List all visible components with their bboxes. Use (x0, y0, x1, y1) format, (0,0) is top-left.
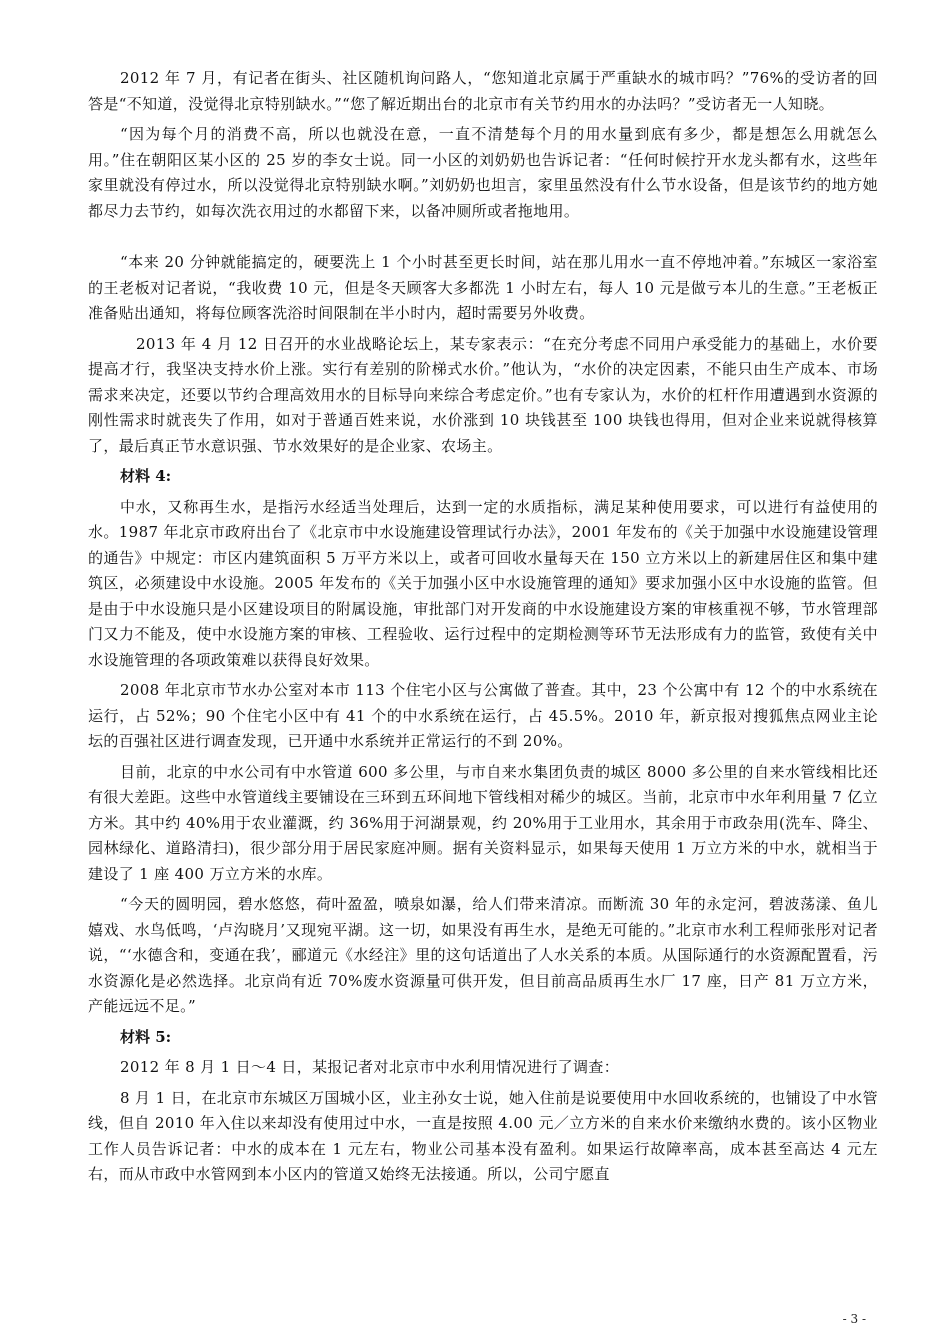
material-4-heading: 材料 4: (120, 467, 172, 485)
paragraph-expert-forum: 2013 年 4 月 12 日召开的水业战略论坛上，某专家表示：“在充分考虑不同用户承受能力的基础上，水价要提高才行，我坚决支持水价上涨。实行有差别的阶梯式水价。”他认为，“水价的决定因素，不能只由生产成本、市场需求来决定，还要以节约合理高效用水的目标导向来综合考虑定价。”也有专家认为，水价的杠杆作用遭遇到水资源的刚性需求时就丧失了作用，如对于普通百姓来说，水价涨到 10 块钱甚至 100 块钱也得用，但对企业来说就得核算了，最后真正节水意识强、节水效果好的是企业家、农场主。 (88, 334, 878, 455)
page-number: - 3 - (842, 1312, 866, 1326)
paragraph-reporter-investigation: 2012 年 8 月 1 日～4 日，某报记者对北京市中水利用情况进行了调查： (120, 1058, 620, 1076)
paragraph-reclaimed-water-policy: 中水，又称再生水，是指污水经适当处理后，达到一定的水质指标，满足某种使用要求，可以进行有益使用的水。1987 年北京市政府出台了《北京市中水设施建设管理试行办法》，2001 年发布的《关于加强中水设施建设管理的通告》中规定：市区内建筑面积 5 万平方米以上，或者可回收水量每天在 150 立方米以上的新建居住区和集中建筑区，必须建设中水设施。2005 年发布的《关于加强小区中水设施管理的通知》要求加强小区中水设施的监管。但是由于中水设施只是小区建设项目的附属设施，审批部门对开发商的中水设施建设方案的审核重视不够，节水管理部门又力不能及，使中水设施方案的审核、工程验收、运行过程中的定期检测等环节无法形成有力的监管，致使有关中水设施管理的各项政策难以获得良好效果。 (88, 497, 878, 669)
paragraph-wanguocheng-case: 8 月 1 日，在北京市东城区万国城小区，业主孙女士说，她入住前是说要使用中水回收系统的，也铺设了中水管线，但自 2010 年入住以来却没有使用过中水，一直是按照 4.00 元／立方米的自来水价来缴纳水费的。该小区物业工作人员告诉记者：中水的成本在 1 元左右，物业公司基本没有盈利。如果运行故障率高，成本甚至高达 4 元左右，而从市政中水管网到本小区内的管道又始终无法接通。所以，公司宁愿直 (88, 1088, 878, 1183)
paragraph-pipeline-usage: 目前，北京的中水公司有中水管道 600 多公里，与市自来水集团负责的城区 8000 多公里的自来水管线相比还有很大差距。这些中水管道线主要铺设在三环到五环间地下管线相对稀少的城区。当前，北京市中水年利用量 7 亿立方米。其中约 40%用于农业灌溉，约 36%用于河湖景观，约 20%用于工业用水，其余用于市政杂用(洗车、降尘、园林绿化、道路清扫)，很少部分用于居民家庭冲厕。据有关资料显示，如果每天使用 1 万立方米的中水，就相当于建设了 1 座 400 万立方米的水库。 (88, 762, 878, 883)
paragraph-engineer-quote: “今天的圆明园，碧水悠悠，荷叶盈盈，喷泉如瀑，给人们带来清凉。而断流 30 年的永定河，碧波荡漾、鱼儿嬉戏、水鸟低鸣，‘卢沟晓月’又现宛平湖。这一切，如果没有再生水，是绝无可能的。”北京市水利工程师张彤对记者说，“‘水德含和，变通在我’，郦道元《水经注》里的这句话道出了人水关系的本质。从国际通行的水资源配置看，污水资源化是必然选择。北京尚有近 70%废水资源量可供开发，但目前高品质再生水厂 17 座，日产 81 万立方米，产能远远不足。” (88, 895, 878, 1015)
document-body (88, 66, 878, 1193)
paragraph-bathhouse: “本来 20 分钟就能搞定的，硬要洗上 1 个小时甚至更长时间，站在那儿用水一直不停地冲着。”东城区一家浴室的王老板对记者说，“我收费 10 元，但是冬天顾客大多都洗 1 小时左右，每人 10 元是做亏本儿的生意。”王老板正准备贴出通知，将每位顾客洗浴时间限制在半小时内，超时需要另外收费。 (88, 253, 878, 322)
paragraph-2008-survey: 2008 年北京市节水办公室对本市 113 个住宅小区与公寓做了普查。其中，23 个公寓中有 12 个的中水系统在运行，占 52%；90 个住宅小区中有 41 个的中水系统在运行，占 45.5%。2010 年，新京报对搜狐焦点网业主论坛的百强社区进行调查发现，已开通中水系统并正常运行的不到 20%。 (88, 681, 878, 750)
material-5-heading: 材料 5: (120, 1027, 172, 1046)
paragraph-survey: 2012 年 7 月，有记者在街头、社区随机询问路人，“您知道北京属于严重缺水的城市吗？”76%的受访者的回答是“不知道，没觉得北京特别缺水。”“您了解近期出台的北京市有关节约用水的办法吗？”受访者无一人知晓。 (88, 69, 878, 113)
paragraph-resident-quotes: “因为每个月的消费不高，所以也就没在意，一直不清楚每个月的用水量到底有多少，都是想怎么用就怎么用。”住在朝阳区某小区的 25 岁的李女士说。同一小区的刘奶奶也告诉记者：“任何时候拧开水龙头都有水，这些年家里就没有停过水，所以没觉得北京特别缺水啊。”刘奶奶也坦言，家里虽然没有什么节水设备，但是该节约的地方她都尽力去节约，如每次洗衣用过的水都留下来，以备冲厕所或者拖地用。 (88, 125, 878, 220)
